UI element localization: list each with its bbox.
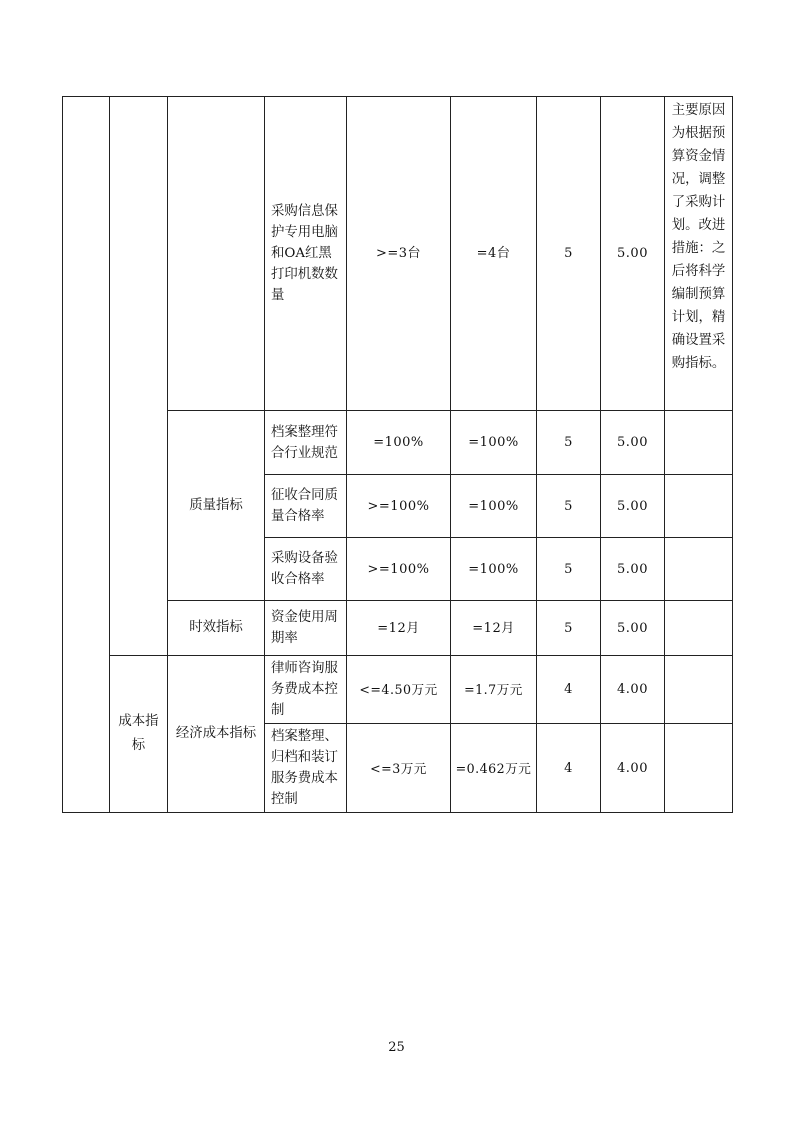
secondary-indicator-cell [168, 97, 265, 411]
weight-cell: 5 [537, 538, 601, 601]
indicator-name-cell: 采购设备验收合格率 [265, 538, 347, 601]
deviation-reason-cell [665, 411, 733, 475]
target-value-cell: =12月 [347, 601, 451, 656]
deviation-reason-cell [665, 656, 733, 724]
actual-value-cell: =12月 [451, 601, 537, 656]
deviation-reason-cell [665, 601, 733, 656]
deviation-reason-cell [665, 475, 733, 538]
target-value-cell: >=100% [347, 538, 451, 601]
weight-cell: 5 [537, 601, 601, 656]
target-value-cell: >=100% [347, 475, 451, 538]
deviation-reason-cell [665, 538, 733, 601]
actual-value-cell: =100% [451, 411, 537, 475]
actual-value-cell: =100% [451, 475, 537, 538]
weight-cell: 5 [537, 97, 601, 411]
target-value-cell: <=4.50万元 [347, 656, 451, 724]
secondary-indicator-cell: 质量指标 [168, 411, 265, 601]
score-cell: 5.00 [601, 538, 665, 601]
performance-indicator-table [62, 96, 733, 813]
actual-value-cell: =1.7万元 [451, 656, 537, 724]
weight-cell: 4 [537, 656, 601, 724]
score-cell: 4.00 [601, 724, 665, 813]
indicator-name-cell: 档案整理符合行业规范 [265, 411, 347, 475]
table-row [63, 656, 733, 724]
score-cell: 5.00 [601, 475, 665, 538]
score-cell: 4.00 [601, 656, 665, 724]
weight-cell: 4 [537, 724, 601, 813]
indicator-name-cell: 资金使用周期率 [265, 601, 347, 656]
indicator-name-cell: 律师咨询服务费成本控制 [265, 656, 347, 724]
actual-value-cell: =100% [451, 538, 537, 601]
secondary-indicator-cell: 时效指标 [168, 601, 265, 656]
primary-indicator-cell [110, 97, 168, 656]
category-cell [63, 97, 110, 813]
target-value-cell: <=3万元 [347, 724, 451, 813]
primary-indicator-cell: 成本指标 [110, 656, 168, 813]
secondary-indicator-cell: 经济成本指标 [168, 656, 265, 813]
indicator-name-cell: 征收合同质量合格率 [265, 475, 347, 538]
deviation-reason-cell: 主要原因为根据预算资金情况，调整了采购计划。改进措施：之后将科学编制预算计划，精确设置采购指标。 [665, 97, 733, 411]
weight-cell: 5 [537, 475, 601, 538]
weight-cell: 5 [537, 411, 601, 475]
page-number: 25 [388, 1040, 405, 1055]
score-cell: 5.00 [601, 411, 665, 475]
indicator-name-cell: 采购信息保护专用电脑和OA红黑打印机数数量 [265, 97, 347, 411]
score-cell: 5.00 [601, 97, 665, 411]
actual-value-cell: =4台 [451, 97, 537, 411]
deviation-reason-cell [665, 724, 733, 813]
target-value-cell: =100% [347, 411, 451, 475]
table-row [63, 97, 733, 411]
score-cell: 5.00 [601, 601, 665, 656]
actual-value-cell: =0.462万元 [451, 724, 537, 813]
target-value-cell: >=3台 [347, 97, 451, 411]
indicator-name-cell: 档案整理、归档和装订服务费成本控制 [265, 724, 347, 813]
